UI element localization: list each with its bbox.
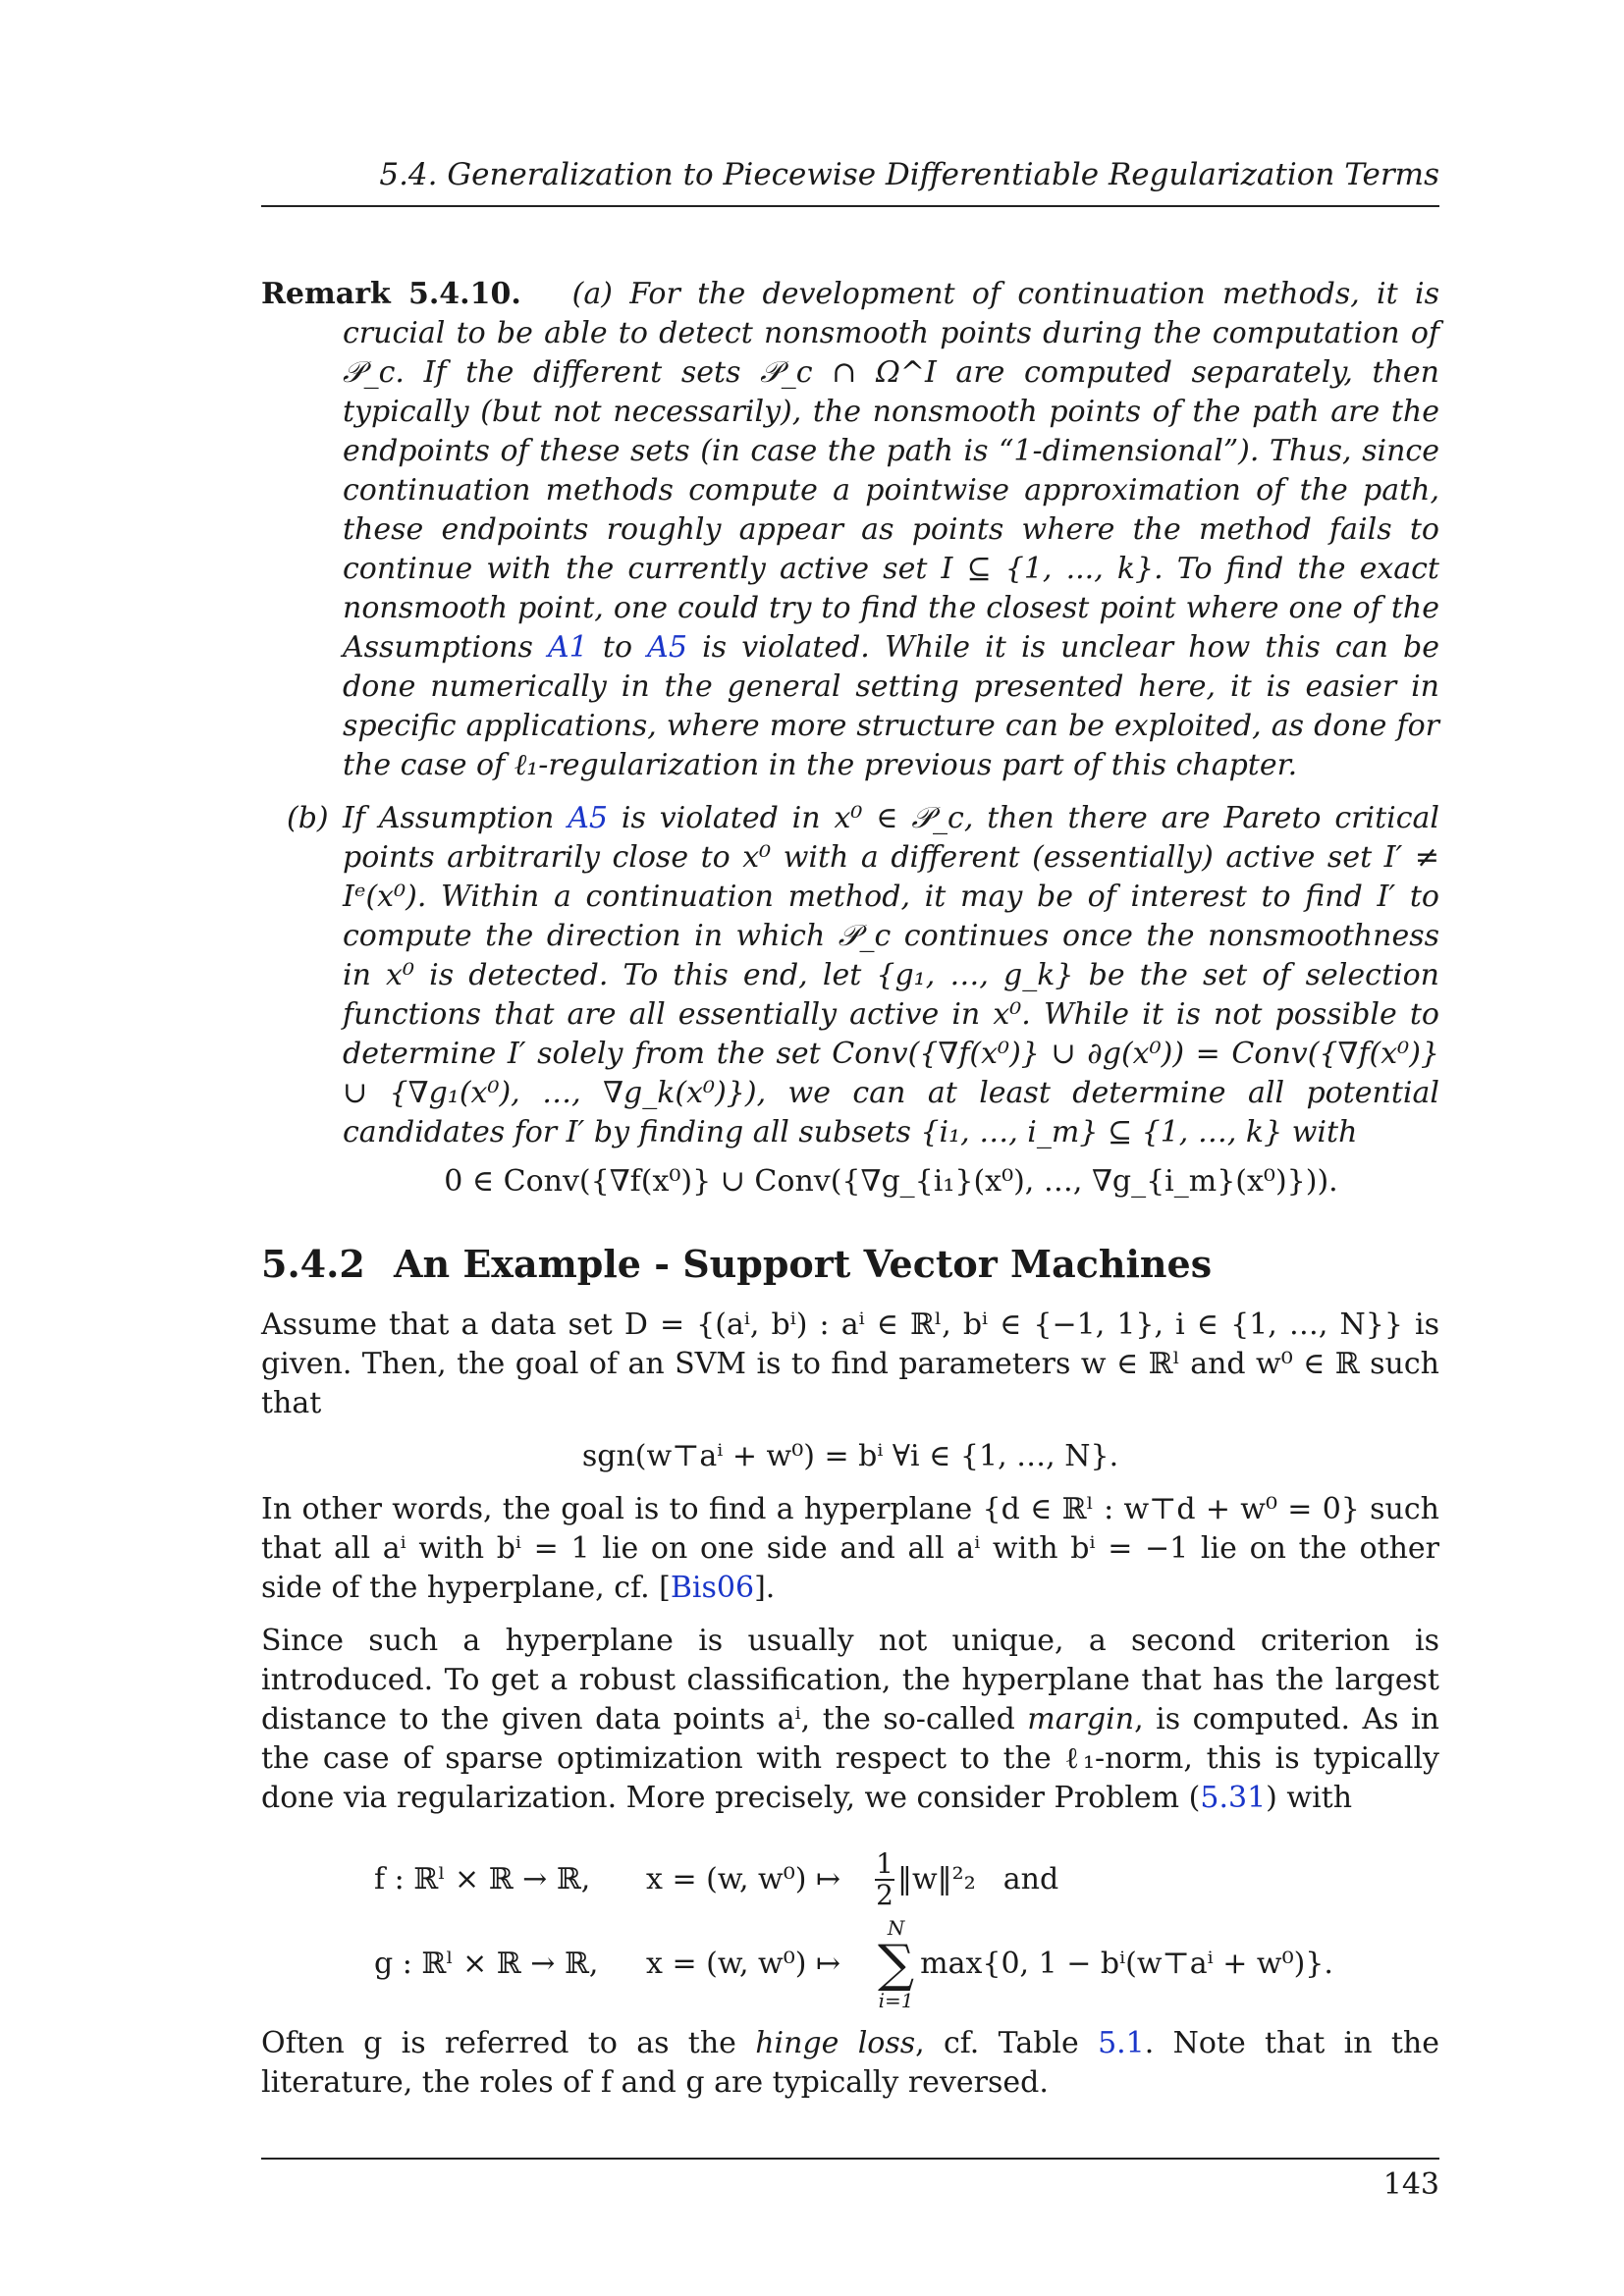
citation-bis06-link[interactable]: Bis06	[670, 1571, 755, 1605]
svm-sign-equation: sgn(w⊤aⁱ + w⁰) = bⁱ ∀i ∈ {1, …, N}.	[581, 1439, 1119, 1473]
problem-5-31-link[interactable]: 5.31	[1200, 1781, 1267, 1815]
g-argument: x = (w, w⁰) ↦	[646, 1947, 841, 1981]
fraction-denominator: 2	[876, 1879, 893, 1911]
paragraph-2-end: ].	[754, 1571, 776, 1605]
g-signature: g : ℝˡ × ℝ → ℝ,	[374, 1947, 599, 1981]
one-half-fraction	[875, 1849, 894, 1910]
f-definition-row	[261, 1838, 1439, 1922]
section-title: An Example - Support Vector Machines	[394, 1242, 1213, 1286]
hinge-max-term: max{0, 1 − bⁱ(w⊤aⁱ + w⁰)}.	[920, 1947, 1333, 1981]
and-word: and	[1002, 1862, 1059, 1896]
page-content	[261, 275, 1439, 2116]
header-rule	[261, 205, 1439, 207]
f-argument: x = (w, w⁰) ↦	[646, 1862, 841, 1896]
paragraph-4-text-2: , cf. Table	[915, 2026, 1079, 2060]
assumption-a1-link[interactable]: A1	[548, 630, 588, 665]
paragraph-4	[261, 2024, 1439, 2103]
sum-lower-limit: i=1	[878, 1989, 914, 2012]
fraction-numerator: 1	[876, 1847, 893, 1880]
paragraph-4-text-1: Often g is referred to as the	[261, 2026, 736, 2060]
g-expression	[872, 1917, 1439, 2011]
assumption-a5-link[interactable]: A5	[647, 630, 687, 665]
sum-upper-limit: N	[887, 1916, 905, 1940]
remark-b-text-1: If Assumption	[343, 801, 555, 835]
remark-part-a	[261, 275, 1439, 785]
hinge-loss-term: hinge loss	[755, 2026, 916, 2060]
remark-a-text-1: For the development of continuation methods, it is crucial to be able to detect nonsmooth points during the computation of 𝒫_c. If the different sets 𝒫_c ∩ Ω^I are computed separately, then typically (but not necessarily), the nonsmooth points of the path are the endpoints of these sets (in case the path is “1-dimensional”). Thus, since continuation methods compute a pointwise approximation of the path, these endpoints roughly appear as points where the method fails to continue with the currently active set I ⊆ {1, ..., k}. To find the exact nonsmooth point, one could try to find the closest point where one of the Assumptions	[343, 277, 1439, 665]
remark-label: Remark 5.4.10.	[261, 277, 521, 311]
remark-a-text-3: is violated. While it is unclear how this can be done numerically in the general setting presented here, it is easier in specific applications, where more structure can be exploited, as done for the case of ℓ₁-regularization in the previous part of this chapter.	[343, 630, 1440, 782]
paragraph-4-text-3: . Note that in the literature, the roles of f and g are typically reversed.	[261, 2026, 1439, 2100]
remark-a-label: (a)	[571, 277, 613, 311]
section-heading	[261, 1241, 1439, 1288]
paragraph-3-text-1: Since such a hyperplane is usually not unique, a second criterion is introduced. To get a robust classification, the hyperplane that has the largest distance to the given data points aⁱ, the so-called	[261, 1624, 1439, 1736]
sigma-glyph: ∑	[878, 1935, 915, 1994]
f-signature: f : ℝˡ × ℝ → ℝ,	[374, 1862, 591, 1896]
table-5-1-link[interactable]: 5.1	[1098, 2026, 1145, 2060]
f-norm: ‖w‖²₂	[897, 1862, 976, 1896]
g-definition-row	[261, 1916, 1439, 2012]
running-header: 5.4. Generalization to Piecewise Differentiable Regularization Terms	[379, 157, 1439, 192]
paragraph-2	[261, 1490, 1439, 1608]
remark-a-text-2: to	[602, 630, 633, 665]
paragraph-3-text-2: , is computed. As in the case of sparse optimization with respect to the ℓ₁-norm, this is typically done via regularization. More precisely, we consider Problem (	[261, 1702, 1439, 1815]
footer-rule	[261, 2158, 1439, 2160]
remark-b-text-2: is violated in x⁰ ∈ 𝒫_c, then there are Pareto critical points arbitrarily close to x⁰ with a different (essentially) active set I′ ≠ Iᵉ(x⁰). Within a continuation method, it may be of interest to find I′ to compute the direction in which 𝒫_c continues once the nonsmoothness in x⁰ is detected. To this end, let {g₁, …, g_k} be the set of selection functions that are all essentially active in x⁰. While it is not possible to determine I′ solely from the set Conv({∇f(x⁰)} ∪ ∂g(x⁰)) = Conv({∇f(x⁰)} ∪ {∇g₁(x⁰), …, ∇g_k(x⁰)}), we can at least determine all potential candidates for I′ by finding all subsets {i₁, …, i_m} ⊆ {1, …, k} with	[343, 801, 1439, 1149]
remark-part-b	[261, 799, 1439, 1201]
paragraph-2-text: In other words, the goal is to find a hyperplane {d ∈ ℝˡ : w⊤d + w⁰ = 0} such that all aⁱ with bⁱ = 1 lie on one side and all aⁱ with bⁱ = −1 lie on the other side of the hyperplane, cf. [	[261, 1492, 1439, 1605]
objective-definitions	[261, 1838, 1439, 2012]
paragraph-1: Assume that a data set D = {(aⁱ, bⁱ) : aⁱ ∈ ℝˡ, bⁱ ∈ {−1, 1}, i ∈ {1, …, N}} is given. Then, the goal of an SVM is to find parameters w ∈ ℝˡ and w⁰ ∈ ℝ such that	[261, 1308, 1439, 1420]
remark-b-label: (b)	[287, 801, 329, 835]
margin-term: margin	[1027, 1702, 1135, 1736]
summation-symbol	[878, 1917, 914, 2011]
page-number: 143	[1382, 2167, 1439, 2202]
paragraph-3-end: ) with	[1266, 1781, 1353, 1815]
section-number: 5.4.2	[261, 1242, 365, 1286]
remark-b-display-equation: 0 ∈ Conv({∇f(x⁰)} ∪ Conv({∇g_{i₁}(x⁰), …, ∇g_{i_m}(x⁰)})).	[444, 1164, 1338, 1199]
assumption-a5-link-b[interactable]: A5	[568, 801, 608, 835]
paragraph-3	[261, 1622, 1439, 1818]
f-expression	[872, 1849, 1439, 1910]
